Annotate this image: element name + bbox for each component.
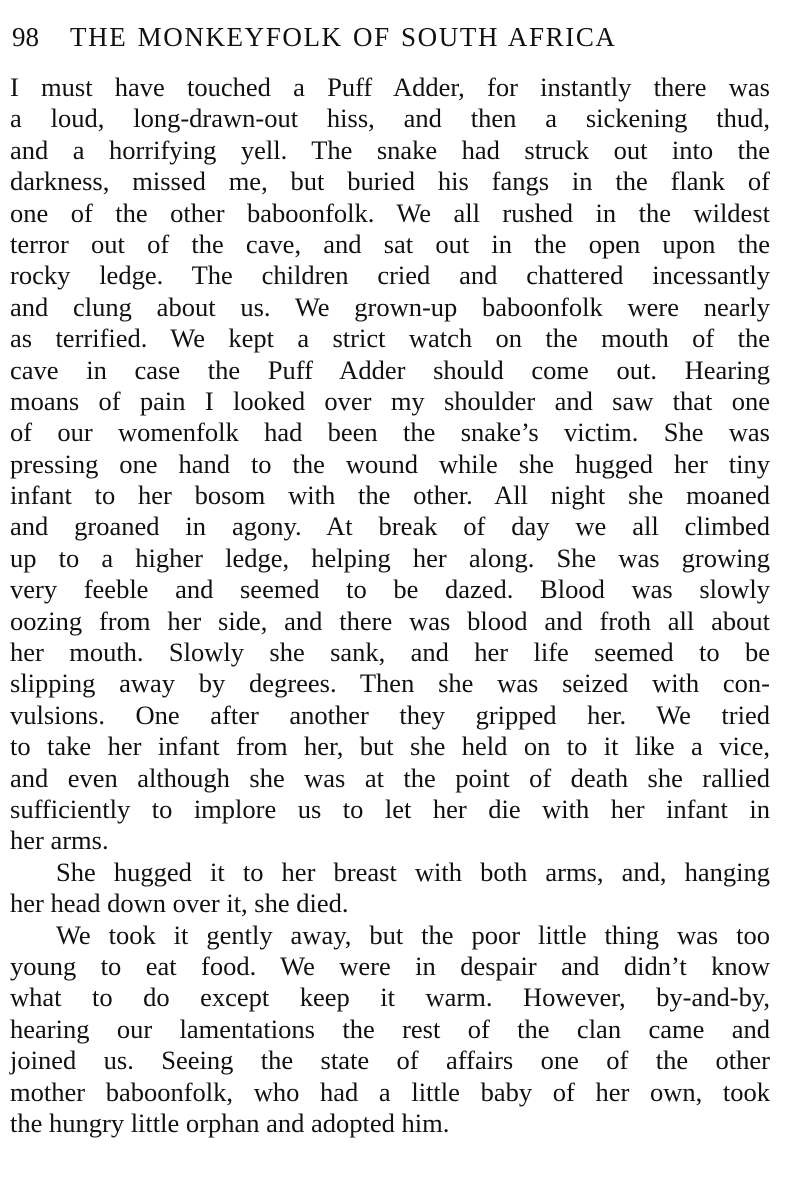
text-line: young to eat food. We were in despair and didn’t know bbox=[10, 950, 770, 981]
text-line: up to a higher ledge, helping her along. She was growing bbox=[10, 542, 770, 573]
text-line: infant to her bosom with the other. All night she moaned bbox=[10, 480, 770, 511]
running-title: THE MONKEYFOLK OF SOUTH AFRICA bbox=[70, 22, 617, 52]
text-line: vulsions. One after another they gripped her. We tried bbox=[10, 699, 770, 730]
text-line: rocky ledge. The children cried and chattered incessantly bbox=[10, 260, 770, 291]
text-line: hearing our lamentations the rest of the clan came and bbox=[10, 1013, 770, 1044]
text-line: darkness, missed me, but buried his fangs in the flank of bbox=[10, 166, 770, 197]
text-line: as terrified. We kept a strict watch on the mouth of the bbox=[10, 323, 770, 354]
text-line: what to do except keep it warm. However, by-and-by, bbox=[10, 982, 770, 1013]
text-line: and clung about us. We grown-up baboonfolk were nearly bbox=[10, 291, 770, 322]
text-line: and groaned in agony. At break of day we all climbed bbox=[10, 511, 770, 542]
text-line: one of the other baboonfolk. We all rushed in the wildest bbox=[10, 197, 770, 228]
text-line: terror out of the cave, and sat out in the open upon the bbox=[10, 228, 770, 259]
text-line: We took it gently away, but the poor little thing was too bbox=[56, 919, 770, 950]
running-head bbox=[10, 22, 770, 62]
text-line: and a horrifying yell. The snake had struck out into the bbox=[10, 134, 770, 165]
body-text bbox=[10, 72, 770, 1139]
text-line: pressing one hand to the wound while she hugged her tiny bbox=[10, 448, 770, 479]
text-line: the hungry little orphan and adopted him. bbox=[10, 1107, 450, 1138]
text-line: sufficiently to implore us to let her die with her infant in bbox=[10, 793, 770, 824]
text-line: oozing from her side, and there was blood and froth all about bbox=[10, 605, 770, 636]
text-line: her head down over it, she died. bbox=[10, 888, 349, 919]
text-line: cave in case the Puff Adder should come out. Hearing bbox=[10, 354, 770, 385]
text-line: her arms. bbox=[10, 825, 109, 856]
text-line: of our womenfolk had been the snake’s victim. She was bbox=[10, 417, 770, 448]
text-line: a loud, long-drawn-out hiss, and then a sickening thud, bbox=[10, 103, 770, 134]
text-line: to take her infant from her, but she held on to it like a vice, bbox=[10, 731, 770, 762]
text-line: mother baboonfolk, who had a little baby of her own, took bbox=[10, 1076, 770, 1107]
text-line: joined us. Seeing the state of affairs one of the other bbox=[10, 1045, 770, 1076]
book-page bbox=[10, 22, 770, 1139]
text-line: I must have touched a Puff Adder, for instantly there was bbox=[10, 72, 770, 102]
text-line: moans of pain I looked over my shoulder and saw that one bbox=[10, 385, 770, 416]
text-line: slipping away by degrees. Then she was seized with con- bbox=[10, 668, 770, 699]
text-line: She hugged it to her breast with both arms, and, hanging bbox=[56, 856, 770, 887]
text-line: her mouth. Slowly she sank, and her life seemed to be bbox=[10, 637, 770, 668]
text-line: and even although she was at the point of death she rallied bbox=[10, 762, 770, 793]
page-number: 98 bbox=[12, 22, 39, 52]
text-line: very feeble and seemed to be dazed. Blood was slowly bbox=[10, 574, 770, 605]
